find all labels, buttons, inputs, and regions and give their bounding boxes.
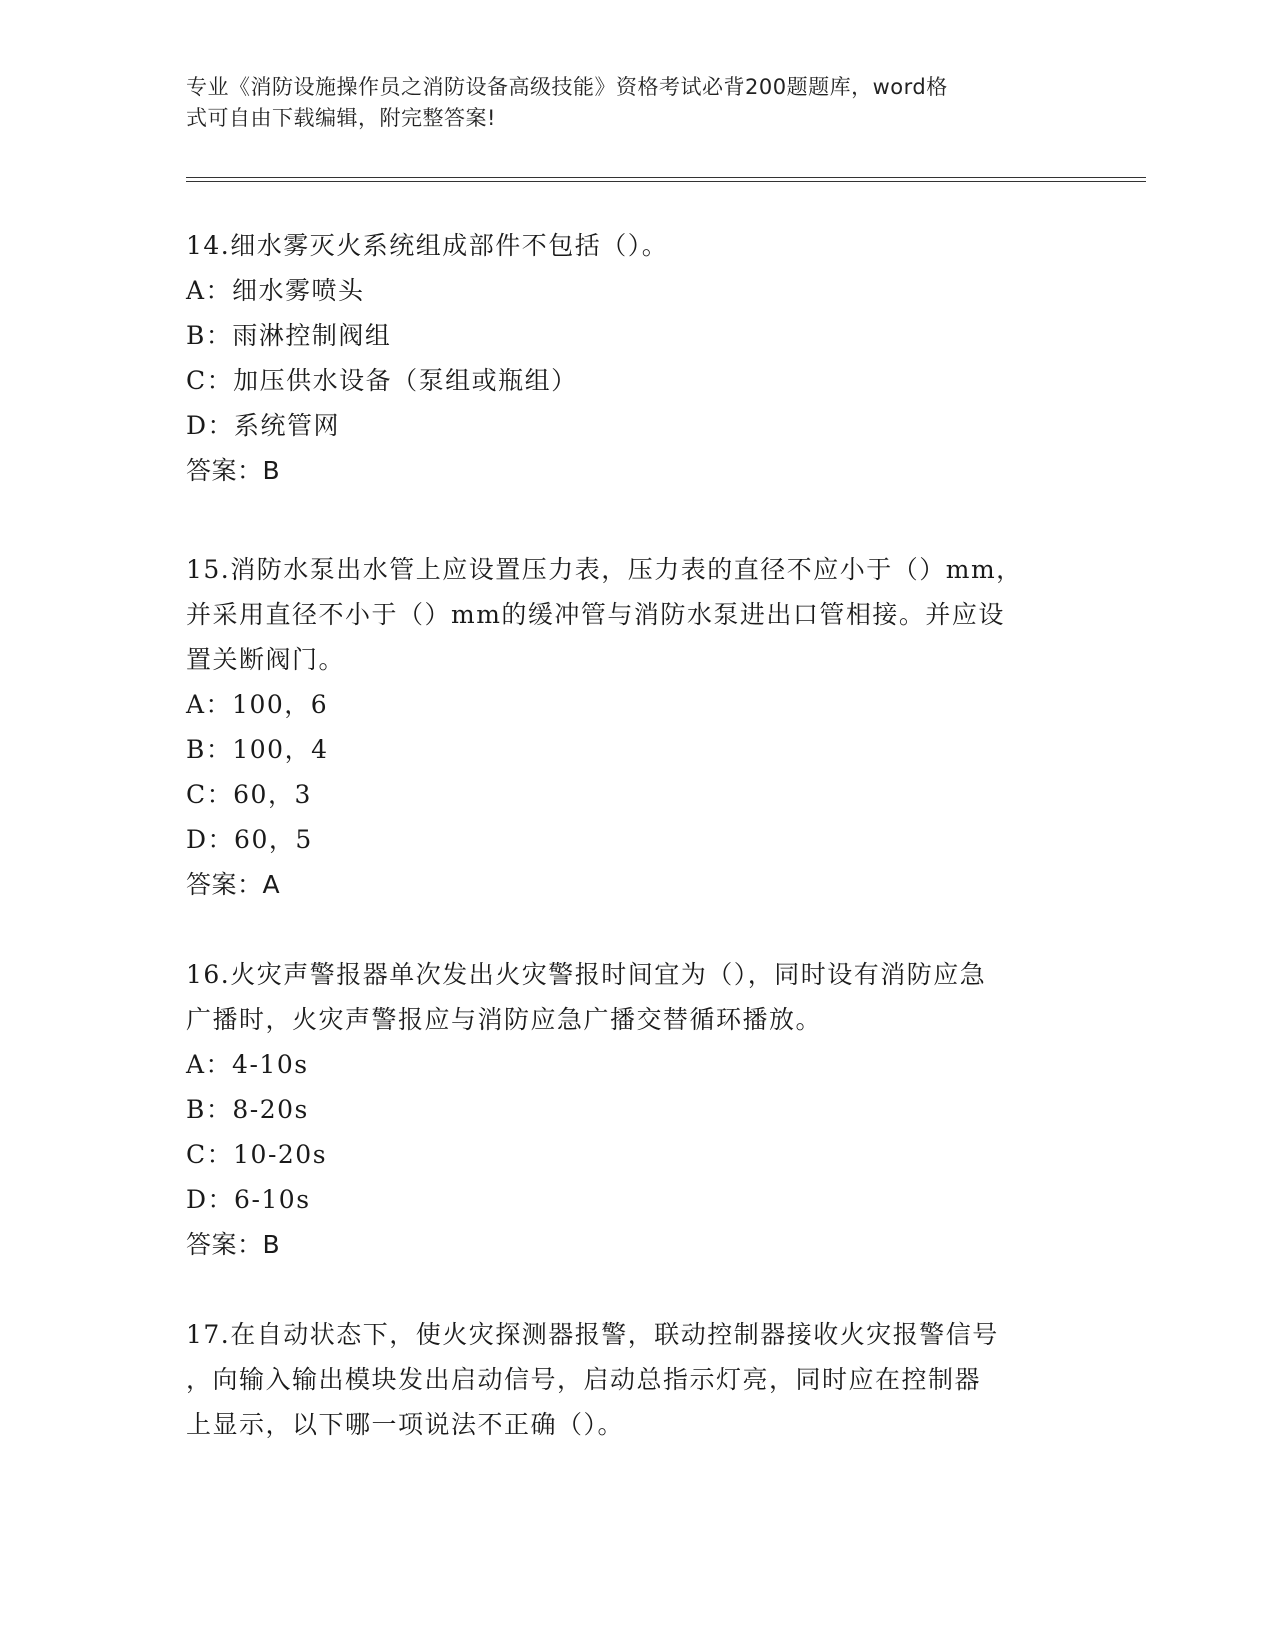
question-stem-line: 14.细水雾灭火系统组成部件不包括（）。 xyxy=(186,231,669,260)
question-stem-line: 15.消防水泵出水管上应设置压力表，压力表的直径不应小于（）mm， xyxy=(186,555,1023,584)
question-stem-line: 置关断阀门。 xyxy=(186,645,346,674)
question-stem-line: 17.在自动状态下，使火灾探测器报警，联动控制器接收火灾报警信号 xyxy=(186,1320,999,1349)
answer: 答案：B xyxy=(186,1230,281,1259)
header-line-2: 式可自由下载编辑，附完整答案! xyxy=(186,106,496,130)
option-a: A：4-10s xyxy=(186,1050,309,1079)
question-stem-line: ，向输入输出模块发出启动信号，启动总指示灯亮，同时应在控制器 xyxy=(186,1365,982,1394)
question-16 xyxy=(186,952,1066,1267)
option-a: A：100，6 xyxy=(186,690,329,719)
question-stem-line: 16.火灾声警报器单次发出火灾警报时间宜为（），同时设有消防应急 xyxy=(186,960,987,989)
option-d: D：6-10s xyxy=(186,1185,311,1214)
question-14 xyxy=(186,223,1066,493)
option-c: C：10-20s xyxy=(186,1140,328,1169)
option-b: B：100，4 xyxy=(186,735,329,764)
option-b: B：8-20s xyxy=(186,1095,309,1124)
header-line-1: 专业《消防设施操作员之消防设备高级技能》资格考试必背200题题库，word格 xyxy=(186,75,948,99)
option-b: B：雨淋控制阀组 xyxy=(186,321,392,350)
question-17 xyxy=(186,1312,1066,1447)
answer: 答案：B xyxy=(186,456,281,485)
option-d: D：60，5 xyxy=(186,825,313,854)
answer: 答案：A xyxy=(186,870,281,899)
option-a: A：细水雾喷头 xyxy=(186,276,365,305)
document-header xyxy=(186,72,1066,134)
question-stem-line: 广播时，火灾声警报应与消防应急广播交替循环播放。 xyxy=(186,1005,823,1034)
header-divider xyxy=(186,177,1146,182)
option-c: C：加压供水设备（泵组或瓶组） xyxy=(186,366,578,395)
question-stem-line: 上显示，以下哪一项说法不正确（）。 xyxy=(186,1410,625,1439)
question-stem-line: 并采用直径不小于（）mm的缓冲管与消防水泵进出口管相接。并应设 xyxy=(186,600,1005,629)
question-15 xyxy=(186,547,1066,907)
option-d: D：系统管网 xyxy=(186,411,341,440)
option-c: C：60，3 xyxy=(186,780,312,809)
